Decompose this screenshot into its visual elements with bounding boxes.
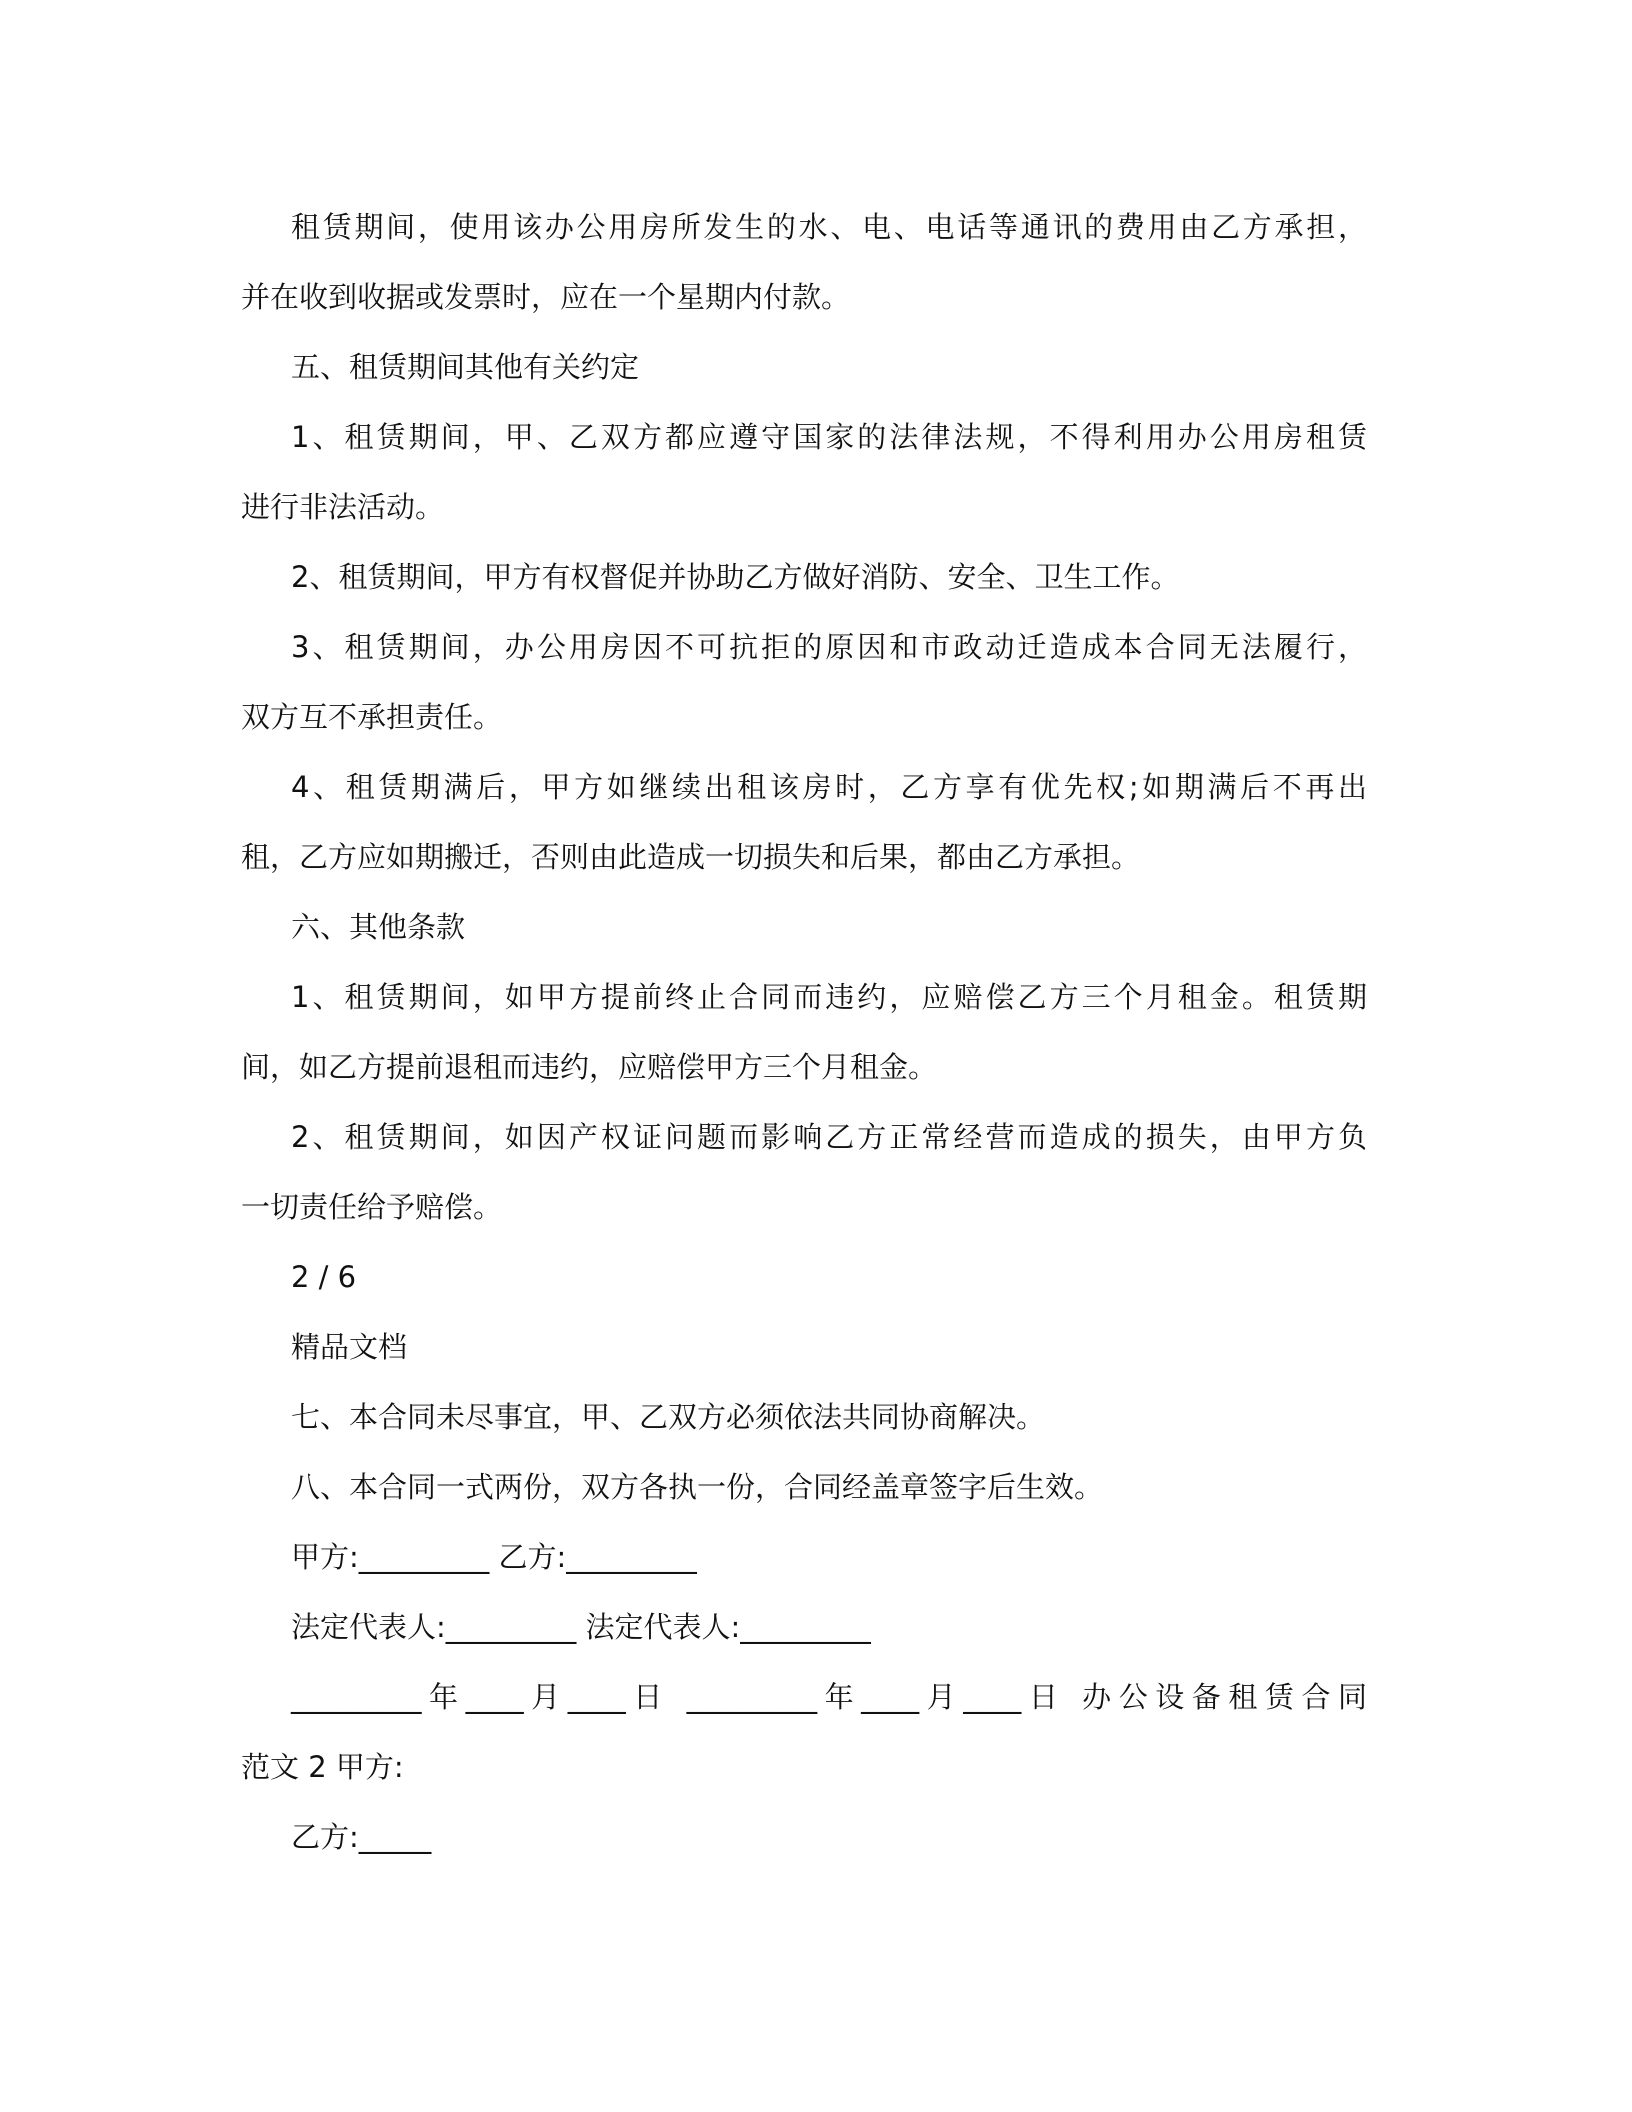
text-line: 并在收到收据或发票时，应在一个星期内付款。 (241, 280, 851, 314)
text-line: 五、租赁期间其他有关约定 (291, 350, 640, 384)
text-line: 3、租赁期间，办公用房因不可抗拒的原因和市政动迁造成本合同无法履行， (291, 630, 1367, 664)
text-line: 1、租赁期间，如甲方提前终止合同而违约，应赔偿乙方三个月租金。租赁期 (291, 980, 1367, 1014)
text-line: 乙方:_____ (291, 1820, 432, 1854)
text-line: 六、其他条款 (291, 910, 466, 944)
text-line: 进行非法活动。 (241, 490, 445, 524)
text-line: 精品文档 (291, 1330, 408, 1364)
text-line: 4、租赁期满后，甲方如继续出租该房时，乙方享有优先权;如期满后不再出 (291, 770, 1367, 804)
text-line: 法定代表人:_________ 法定代表人:_________ (291, 1610, 871, 1644)
text-line: 1、租赁期间，甲、乙双方都应遵守国家的法律法规，不得利用办公用房租赁 (291, 420, 1367, 454)
text-line: 八、本合同一式两份，双方各执一份，合同经盖章签字后生效。 (291, 1470, 1104, 1504)
text-line: 2、租赁期间，如因产权证问题而影响乙方正常经营而造成的损失，由甲方负 (291, 1120, 1367, 1154)
text-line: 甲方:_________ 乙方:_________ (291, 1540, 697, 1574)
text-line: 间，如乙方提前退租而违约，应赔偿甲方三个月租金。 (241, 1050, 938, 1084)
document-page (241, 192, 1367, 1872)
text-line: 一切责任给予赔偿。 (241, 1190, 503, 1224)
text-line: 双方互不承担责任。 (241, 700, 503, 734)
text-line: 2、租赁期间，甲方有权督促并协助乙方做好消防、安全、卫生工作。 (291, 560, 1180, 594)
text-line: 租赁期间，使用该办公用房所发生的水、电、电话等通讯的费用由乙方承担， (291, 210, 1367, 244)
text-line: 范文 2 甲方: (241, 1750, 404, 1784)
text-line: _________年____月____日 _________年____月____日 办公设备租赁合同 (291, 1680, 1367, 1714)
text-line: 七、本合同未尽事宜，甲、乙双方必须依法共同协商解决。 (291, 1400, 1046, 1434)
text-line: 2 / 6 (291, 1260, 357, 1294)
text-line: 租，乙方应如期搬迁，否则由此造成一切损失和后果，都由乙方承担。 (241, 840, 1141, 874)
